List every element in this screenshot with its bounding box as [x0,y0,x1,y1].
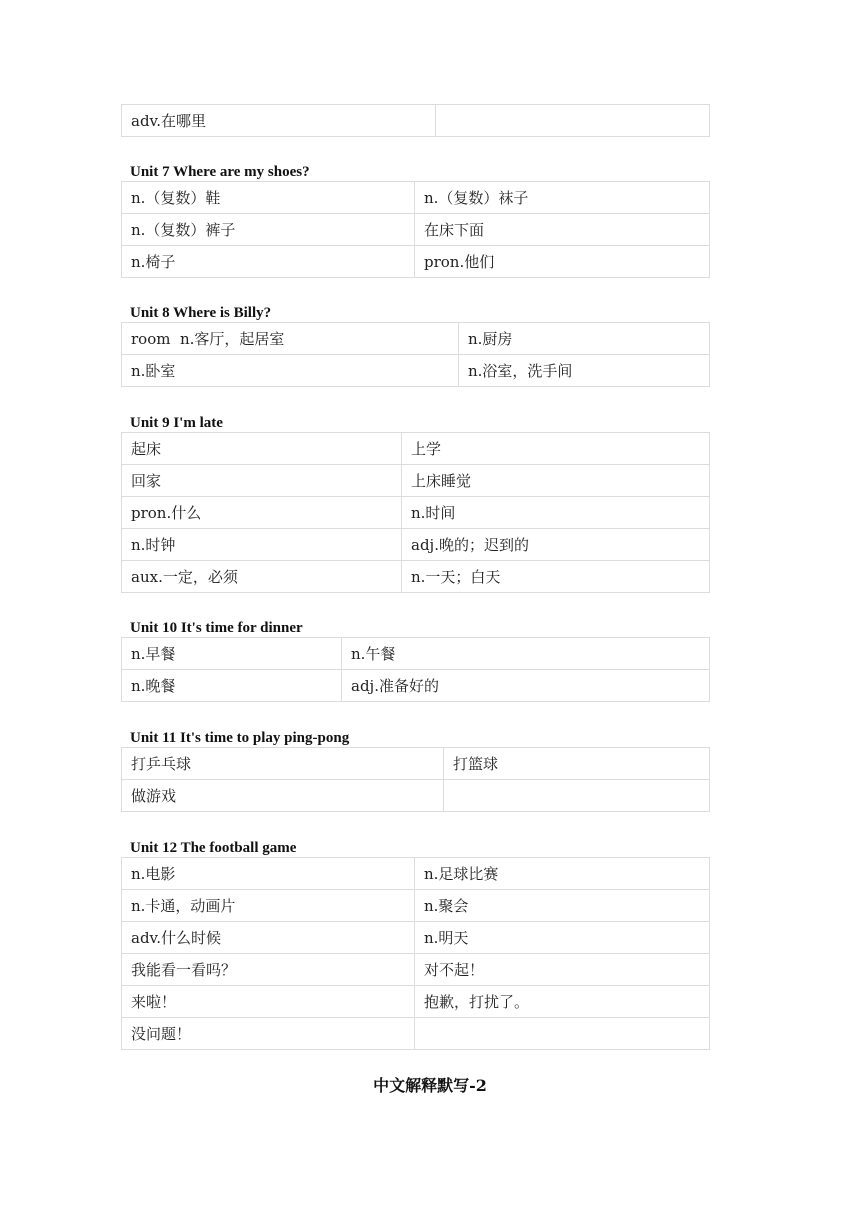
table-row [122,529,710,561]
table-row [122,355,710,387]
table-cell: adj.晚的；迟到的 [402,529,710,561]
table-row [122,182,710,214]
table-cell: 没问题！ [122,1018,415,1050]
table-row [122,323,710,355]
table-cell: n.电影 [122,858,415,890]
table-cell: 上床睡觉 [402,465,710,497]
table-row [122,561,710,593]
table-cell: aux.一定，必须 [122,561,402,593]
page-footer-title: 中文解释默写-2 [373,1076,487,1095]
unit-heading: Unit 10 It's time for dinner [130,620,303,636]
table-cell: n.时钟 [122,529,402,561]
table-row [122,246,710,278]
table-row [122,433,710,465]
table-cell: pron.什么 [122,497,402,529]
table-cell: adv.什么时候 [122,922,415,954]
table-row [122,986,710,1018]
table-row [122,465,710,497]
unit-heading: Unit 11 It's time to play ping-pong [130,730,350,746]
table-cell: n.卧室 [122,355,459,387]
table-cell: room n.客厅，起居室 [122,323,459,355]
table-row [122,214,710,246]
unit-11-section [121,729,709,812]
unit-heading: Unit 12 The football game [130,840,297,856]
table-cell: 在床下面 [415,214,710,246]
table-cell: 上学 [402,433,710,465]
table-cell: n.早餐 [122,638,342,670]
table-cell: 打篮球 [444,748,710,780]
unit-heading: Unit 7 Where are my shoes? [130,164,310,180]
table-cell [415,1018,710,1050]
unit-10-section [121,619,709,702]
vocab-table [121,747,710,812]
table-row [122,1018,710,1050]
table-cell: 做游戏 [122,780,444,812]
table-cell: 打乒乓球 [122,748,444,780]
table-cell: n.足球比赛 [415,858,710,890]
table-cell [444,780,710,812]
table-cell: n.一天；白天 [402,561,710,593]
unit-heading: Unit 9 I'm late [130,415,223,431]
table-cell: n.午餐 [342,638,710,670]
table-row [122,638,710,670]
vocab-table [121,181,710,278]
unit-12-section [121,839,709,1050]
table-row [122,890,710,922]
table-cell: n.浴室，洗手间 [459,355,710,387]
vocab-table-top [121,104,710,137]
table-row [122,922,710,954]
vocab-table [121,432,710,593]
table-cell: 抱歉，打扰了。 [415,986,710,1018]
unit-8-section [121,304,709,387]
table-cell: n.椅子 [122,246,415,278]
vocab-table [121,637,710,702]
table-row [122,858,710,890]
table-cell: n.聚会 [415,890,710,922]
top-table-section [121,104,709,137]
table-cell: n.（复数）鞋 [122,182,415,214]
unit-heading: Unit 8 Where is Billy? [130,305,272,321]
table-cell: pron.他们 [415,246,710,278]
table-cell: n.厨房 [459,323,710,355]
table-row [122,780,710,812]
table-cell: 对不起！ [415,954,710,986]
table-cell: n.（复数）袜子 [415,182,710,214]
table-cell: n.时间 [402,497,710,529]
vocab-table [121,857,710,1050]
table-cell: n.晚餐 [122,670,342,702]
table-cell: adv.在哪里 [122,105,436,137]
table-row [122,954,710,986]
table-row [122,670,710,702]
table-cell: n.明天 [415,922,710,954]
table-row [122,748,710,780]
unit-9-section [121,414,709,593]
table-cell: n.卡通，动画片 [122,890,415,922]
table-cell: adj.准备好的 [342,670,710,702]
table-cell: 来啦！ [122,986,415,1018]
table-row [122,497,710,529]
vocab-table [121,322,710,387]
table-cell [436,105,710,137]
table-cell: 起床 [122,433,402,465]
table-cell: 我能看一看吗？ [122,954,415,986]
table-cell: 回家 [122,465,402,497]
table-cell: n.（复数）裤子 [122,214,415,246]
unit-7-section [121,163,709,278]
table-row [122,105,710,137]
